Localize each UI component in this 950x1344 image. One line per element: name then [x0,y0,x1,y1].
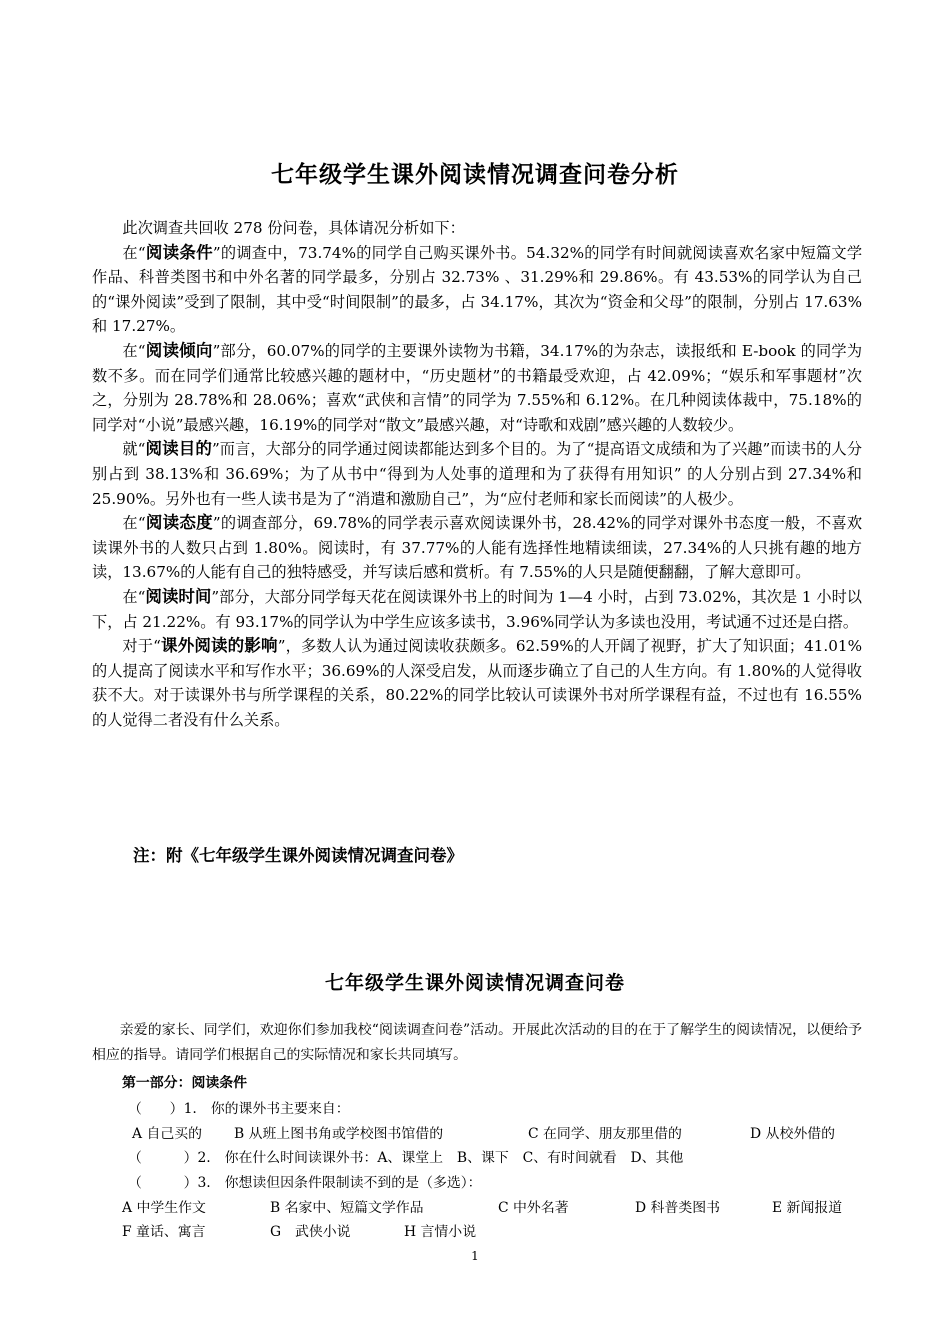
paragraph-text: ”的调查部分，69.78%的同学表示喜欢阅读课外书，28.42%的同学对课外书态度一般，不喜欢读课外书的人数只占到 1.80%。阅读时，有 37.77%的人能有选择性地精读细读，27.34%的人只挑有趣的地方读，13.67%的人能有自己的独特感受，并写读后感和赏析。有 7.55%的人只是随便翻翻，了解大意即可。 [92,514,863,582]
paragraph-text: ”的调查中，73.74%的同学自己购买课外书。54.32%的同学有时间就阅读喜欢名家中短篇文学作品、科普类图书和中外名著的同学最多，分别占 32.73% 、31.29%和 29.86%。有 43.53%的同学认为自己的“课外阅读”受到了限制，其中受“时间限制”的最多，占 34.17%，其次为“资金和父母”的限制，分别占 17.63%和 17.27%。 [92,243,863,336]
questionnaire-intro-block [92,1018,862,1068]
keyword-reading-conditions: 阅读条件 [145,242,213,262]
paragraph-prefix: 在“ [122,243,146,262]
q3-option-g: G 武侠小说 [270,1224,351,1240]
q3-option-a: A 中学生作文 [122,1200,206,1216]
keyword-reading-attitude: 阅读态度 [145,513,213,533]
q1-option-b: B 从班上图书角或学校图书馆借的 [234,1126,444,1142]
q1-option-c: C 在同学、朋友那里借的 [528,1126,682,1142]
q1-option-a: A 自己买的 [132,1126,203,1142]
paragraph-text: ”部分，60.07%的同学的主要课外读物为书籍，34.17%的为杂志，读报纸和 E-book 的同学为数不多。而在同学们通常比较感兴趣的题材中，“历史题材”的书籍最受欢迎，占 42.09%；“娱乐和军事题材”次之，分别为 28.78%和 28.06%；喜欢“武侠和言情”的同学为 7.55%和 6.12%。在几种阅读体裁中，75.18%的同学对“小说”最感兴趣，16.19%的同学对“散文”最感兴趣，对“诗歌和戏剧”感兴趣的人数较少。 [92,341,863,434]
paragraph-reading-attitude [92,511,862,585]
q3-option-b: B 名家中、短篇文学作品 [270,1200,424,1216]
q3-option-d: D 科普类图书 [635,1200,721,1216]
keyword-reading-tendency: 阅读倾向 [145,340,213,360]
page-number: 1 [471,1249,479,1263]
questionnaire-intro: 亲爱的家长、同学们，欢迎你们参加我校“阅读调查问卷”活动。开展此次活动的目的在于了解学生的阅读情况，以便给予相应的指导。请同学们根据自己的实际情况和家长共同填写。 [92,1022,862,1063]
paragraph-text: ”部分，大部分同学每天花在阅读课外书上的时间为 1—4 小时，占到 73.02%，其次是 1 小时以下，占 21.22%。有 93.17%的同学认为中学生应该多读书，3.96%同学认为多读也没用，考试通不过还是白搭。 [92,587,862,631]
paragraph-text: ”而言，大部分的同学通过阅读都能达到多个目的。为了“提高语文成绩和为了兴趣”而读书的人分别占到 38.13%和 36.69%；为了从书中“得到为人处事的道理和为了获得有用知识” 的人分别占到 27.34%和 25.90%。另外也有一些人读书是为了“消遣和激励自己”，为“应付老师和家长而阅读”的人极少。 [92,440,863,508]
keyword-reading-purpose: 阅读目的 [145,439,212,459]
paragraph-prefix: 在“ [122,514,146,533]
analysis-body [92,216,862,732]
appendix-note: 注：附《七年级学生课外阅读情况调查问卷》 [133,846,463,865]
q3-option-c: C 中外名著 [498,1200,569,1216]
analysis-intro: 此次调查共回收 278 份问卷，具体请况分析如下： [122,219,465,237]
keyword-reading-impact: 课外阅读的影响 [160,636,278,656]
question-1: （ ）1. 你的课外书主要来自： [128,1101,350,1117]
paragraph-text: ”，多数人认为通过阅读收获颇多。62.59%的人开阔了视野，扩大了知识面；41.01%的人提高了阅读水平和写作水平；36.69%的人深受启发，从而逐步确立了自己的人生方向。有 1.80%的人觉得收获不大。对于读课外书与所学课程的关系，80.22%的同学比较认可读课外书对所学课程有益，不过也有 16.55%的人觉得二者没有什么关系。 [92,637,863,729]
q3-option-h: H 言情小说 [404,1224,477,1240]
paragraph-reading-time [92,585,862,634]
paragraph-reading-conditions [92,241,862,339]
paragraph-reading-impact [92,634,862,732]
paragraph-reading-tendency [92,339,862,437]
analysis-title: 七年级学生课外阅读情况调查问卷分析 [271,162,679,188]
question-2: （ ）2. 你在什么时间读课外书：A、课堂上 B、课下 C、有时间就看 D、其他 [128,1150,684,1166]
questionnaire-title: 七年级学生课外阅读情况调查问卷 [324,972,625,994]
paragraph-reading-purpose [92,437,862,511]
paragraph-prefix: 在“ [122,341,146,360]
paragraph-prefix: 对于“ [122,637,161,656]
q3-option-f: F 童话、寓言 [122,1224,206,1240]
part-heading: 第一部分：阅读条件 [122,1075,248,1091]
paragraph-prefix: 在“ [122,587,146,606]
q1-option-d: D 从校外借的 [750,1126,836,1142]
question-3: （ ）3. 你想读但因条件限制读不到的是（多选）： [128,1175,482,1191]
keyword-reading-time: 阅读时间 [145,586,212,606]
q3-option-e: E 新闻报道 [772,1200,843,1216]
paragraph-prefix: 就“ [122,440,146,459]
